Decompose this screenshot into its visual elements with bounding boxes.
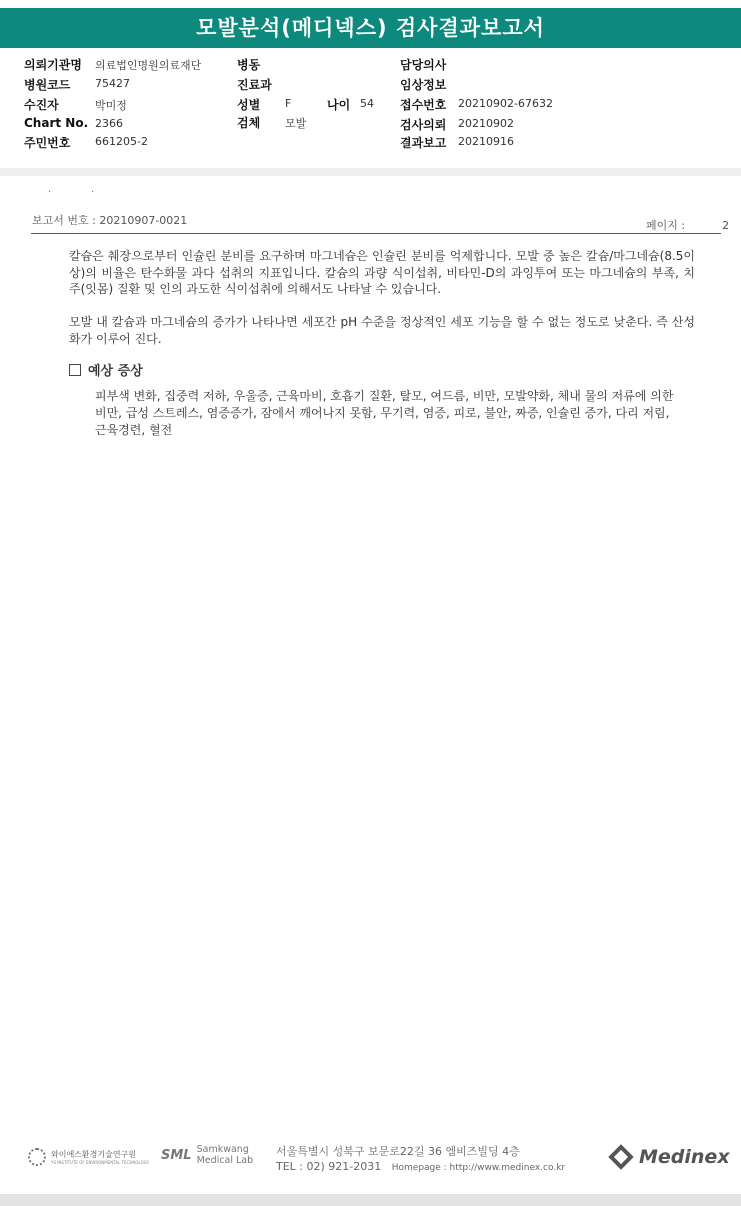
ward-label: 병동 (237, 58, 261, 72)
hospital-code-value: 75427 (95, 77, 130, 90)
expected-symptoms-heading (69, 360, 143, 379)
age-label: 나이 (327, 98, 351, 112)
samkwang-name-line2: Medical Lab (196, 1155, 254, 1166)
patient-info-block (0, 50, 741, 168)
sex-label: 성별 (237, 98, 261, 112)
recipient-value: 박미정 (95, 99, 127, 112)
specimen-label: 검체 (237, 116, 261, 130)
chart-no-label: Chart No. (24, 116, 89, 130)
request-date-value: 20210902 (458, 117, 514, 130)
sex-value: F (285, 97, 292, 110)
page-number-value: 2 (722, 219, 730, 232)
header-rule (31, 233, 721, 234)
section-divider (0, 168, 741, 176)
resident-no-value: 661205-2 (95, 135, 148, 148)
footer-contact (276, 1144, 565, 1176)
medinex-wordmark: Medinex (639, 1146, 730, 1168)
samkwang-name-line1: Samkwang (196, 1144, 249, 1155)
page-number-label: 페이지 : (646, 219, 686, 232)
resident-no-label: 주민번호 (24, 136, 71, 150)
ys-logo-subtitle: YS INSTITUTE OF ENVIRONMENTAL TECHNOLOGY (51, 1160, 150, 1165)
footer-homepage: Homepage : http://www.medinex.co.kr (391, 1163, 566, 1173)
receipt-no-label: 접수번호 (400, 98, 447, 112)
institution-value: 의료법인명원의료재단 (95, 59, 202, 72)
report-date-label: 결과보고 (400, 136, 447, 150)
medinex-logo (612, 1146, 730, 1168)
footer-tel: TEL : 02) 921-2031 (276, 1160, 382, 1173)
footer-address: 서울특별시 성북구 보문로22길 36 엠비즈빌딩 4층 (276, 1145, 520, 1158)
hospital-code-label: 병원코드 (24, 78, 71, 92)
ys-logo-name: 와이에스환경기술연구원 (51, 1150, 137, 1159)
chart-no-value: 2366 (95, 117, 123, 130)
page-number (646, 217, 729, 233)
doctor-label: 담당의사 (400, 58, 447, 72)
receipt-no-value: 20210902-67632 (458, 97, 553, 110)
recipient-label: 수진자 (24, 98, 59, 112)
scan-dot: . (91, 184, 95, 195)
ys-institute-logo (28, 1148, 149, 1166)
expected-symptoms-title: 예상 증상 (88, 364, 143, 379)
report-number: 보고서 번호 : 20210907-0021 (32, 214, 188, 227)
bottom-margin (0, 1194, 741, 1206)
medinex-logo-icon (608, 1144, 633, 1169)
footer (0, 1138, 741, 1194)
specimen-value: 모발 (285, 117, 307, 130)
report-title: 모발분석(메디넥스) 검사결과보고서 (0, 8, 741, 48)
scan-dot: . (48, 184, 52, 195)
institution-label: 의뢰기관명 (24, 58, 82, 72)
request-date-label: 검사의뢰 (400, 118, 447, 132)
ys-logo-icon (28, 1148, 46, 1166)
symptoms-list: 피부색 변화, 집중력 저하, 우울증, 근육마비, 호흡기 질환, 탈모, 여드름, 비만, 모발약화, 체내 물의 저류에 의한 비만, 급성 스트레스, 염증증가, 잠에서 깨어나지 못함, 무기력, 염증, 피로, 불안, 짜증, 인슐린 증가, 다리 저림, 근육경련, 혈전 (95, 389, 674, 437)
report-date-value: 20210916 (458, 135, 514, 148)
acidification-paragraph: 모발 내 칼슘과 마그네슘의 증가가 나타나면 세포간 pH 수준을 정상적인 세포 기능을 할 수 없는 정도로 낮춘다. 즉 산성화가 이루어 진다. (69, 315, 695, 346)
department-label: 진료과 (237, 78, 272, 92)
clinical-info-label: 임상정보 (400, 78, 447, 92)
sml-logo-icon: SML (161, 1147, 192, 1163)
checkbox-icon (69, 364, 81, 376)
age-value: 54 (360, 97, 374, 110)
calcium-magnesium-paragraph: 칼슘은 췌장으로부터 인슐린 분비를 요구하며 마그네슘은 인슐린 분비를 억제합니다. 모발 중 높은 칼슘/마그네슘(8.5이상)의 비율은 탄수화물 과다 섭취의 지표입니다. 칼슘의 과량 식이섭취, 비타민-D의 과잉투여 또는 마그네슘의 부족, 치주(잇몸) 질환 및 인의 과도한 식이섭취에 의해서도 나타날 수 있습니다. (69, 249, 695, 296)
samkwang-logo (161, 1144, 253, 1166)
